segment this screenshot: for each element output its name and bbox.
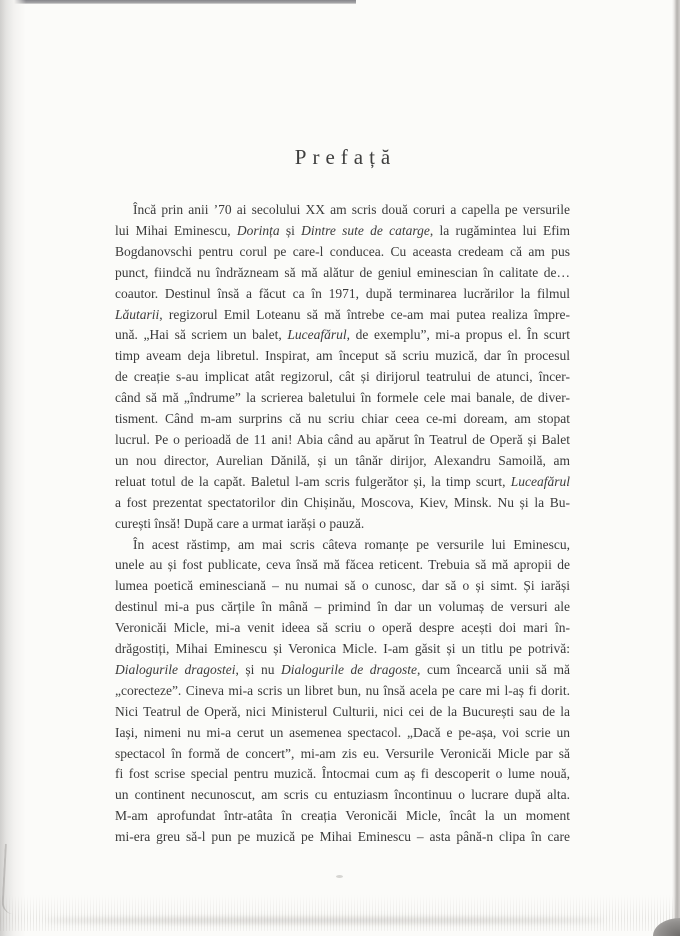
text-run: un nou director, Aurelian Dănilă, și un tânăr dirijor, Alexandru Samoilă, am <box>115 452 570 468</box>
text-line <box>115 535 570 556</box>
text-line <box>115 305 570 326</box>
text-run: lui Mihai Eminescu, <box>115 222 237 238</box>
text-run: fi fost scrise special pentru muzică. Întocmai cum aș fi descoperit o lume nouă, <box>115 766 570 782</box>
italic-text-run: Dintre sute de catarge <box>301 222 430 238</box>
text-line <box>115 702 570 723</box>
text-run: În acest răstimp, am mai scris câteva romanțe pe versurile lui Eminescu, <box>133 536 570 552</box>
text-run: Bogdanovschi pentru corul pe care-l conducea. Cu aceasta credeam că am pus <box>115 243 570 259</box>
text-line <box>115 744 570 765</box>
text-run: , regizorul Emil Loteanu să mă întrebe ce-am mai putea realiza împre- <box>159 306 570 322</box>
text-run: Încă prin anii ’70 ai secolului XX am scris două coruri a capella pe versurile <box>133 202 570 217</box>
text-line <box>115 200 570 221</box>
page-title: Prefață <box>294 145 397 169</box>
text-run: destinul mi-a pus cărțile în mână – primind în dar un volumaș de versuri ale <box>115 599 570 615</box>
italic-text-run: Dialogurile dragostei <box>115 661 236 677</box>
text-line <box>115 639 570 660</box>
text-run: un continent necunoscut, am scris cu entuziasm încontinuu o lucrare după alta. <box>115 787 570 803</box>
italic-text-run: Lăutarii <box>115 306 160 322</box>
text-line <box>115 785 570 806</box>
text-run: , la rugămintea lui Efim <box>429 222 570 238</box>
text-run: spectacol în formă de concert”, mi-am zis eu. Versurile Veronicăi Micle par să <box>115 745 570 761</box>
text-run: mi-era greu să-l pun pe muzică pe Mihai Eminescu – asta până-n clipa în care <box>115 829 570 845</box>
text-line <box>115 263 570 284</box>
text-run: reluat totul de la capăt. Baletul l-am scris fulgerător și, la timp scurt, <box>115 473 511 489</box>
text-run: curești însă! După care a urmat iarăși o pauză. <box>115 515 365 531</box>
text-run: punct, fiindcă nu îndrăzneam să mă alătur de geniul eminescian în calitate de… <box>115 264 570 280</box>
text-run: a fost prezentat spectatorilor din Chișinău, Moscova, Kiev, Minsk. Nu și la Bu- <box>115 494 570 510</box>
text-line <box>115 618 570 639</box>
text-run: , cum încearcă unii să mă <box>417 661 570 677</box>
text-line <box>115 764 570 785</box>
text-line <box>115 493 570 514</box>
text-line <box>115 806 570 827</box>
text-line <box>115 221 570 242</box>
text-run: drăgostiți, Mihai Eminescu și Veronica Micle. I-am găsit și un titlu pe potrivă: <box>115 641 570 657</box>
italic-text-run: Dorința <box>236 222 280 238</box>
text-line <box>115 723 570 744</box>
text-line <box>115 681 570 702</box>
text-run: Nici Teatrul de Operă, nici Ministerul Culturii, nici cei de la București sau de la <box>115 703 570 719</box>
text-run: M-am aprofundat într-atâta în creația Veronicăi Micle, încât la un moment <box>115 808 570 824</box>
italic-text-run: Dialogurile de dragoste <box>281 661 418 677</box>
page-right-edge-line <box>672 0 680 936</box>
text-run: , de exemplu”, mi-a propus el. În scurt <box>346 327 570 343</box>
page-bottom-edges-texture <box>0 895 676 931</box>
text-line <box>115 472 570 493</box>
text-line <box>115 430 570 451</box>
text-run: lumea poetică eminesciană – nu numai să o cunosc, dar să o și simt. Și iarăși <box>115 578 570 594</box>
text-run: tisment. Când m-am surprins că nu scriu chiar ceea ce-mi doream, am stopat <box>115 411 570 427</box>
text-line <box>115 576 570 597</box>
scan-speck <box>336 875 343 878</box>
text-line <box>115 555 570 576</box>
text-line <box>115 660 570 681</box>
preface-text-block <box>115 200 570 848</box>
text-run: , și nu <box>235 661 281 677</box>
text-run: Iași, nimeni nu mi-a cerut un asemenea spectacol. „Dacă e pe-așa, voi scrie un <box>115 724 570 740</box>
text-line <box>115 388 570 409</box>
text-line <box>115 409 570 430</box>
text-line <box>115 325 570 346</box>
text-line <box>115 827 570 848</box>
text-run: ună. „Hai să scriem un balet, <box>115 327 288 343</box>
italic-text-run: Luceafărul <box>510 473 570 489</box>
text-run: și <box>279 222 302 238</box>
text-line <box>115 451 570 472</box>
text-run: unele au și fost publicate, ceva însă mă făcea reticent. Trebuia să mă apropii de <box>115 557 570 573</box>
text-run: coautor. Destinul însă a făcut ca în 1971, după terminarea lucrărilor la filmul <box>115 285 570 301</box>
text-run: lucrul. Pe o perioadă de 11 ani! Abia când au apărut în Teatrul de Operă și Balet <box>115 431 570 447</box>
text-run: de creație s-au implicat atât regizorul, cât și dirijorul teatrului de atunci, încer- <box>115 369 570 385</box>
text-line <box>115 597 570 618</box>
text-run: Veronicăi Micle, mi-a venit ideea să scriu o operă despre acești doi mari în- <box>115 620 570 636</box>
italic-text-run: Luceafărul <box>287 327 347 343</box>
text-line <box>115 284 570 305</box>
text-run: timp aveam deja libretul. Inspirat, am început să scriu muzică, dar în procesul <box>115 348 570 364</box>
scan-edge-top <box>0 0 356 4</box>
text-line <box>115 514 570 535</box>
text-run: când să mă „îndrume” la scrierea baletului în formele cele mai banale, de diver- <box>115 390 570 406</box>
text-line <box>115 346 570 367</box>
page-left-shadow <box>0 0 26 936</box>
text-run: „corecteze”. Cineva mi-a scris un libret bun, nu însă acela pe care mi l-aș fi dorit. <box>115 682 570 698</box>
page-bottom-smudge <box>45 918 605 923</box>
text-line <box>115 367 570 388</box>
text-line <box>115 242 570 263</box>
